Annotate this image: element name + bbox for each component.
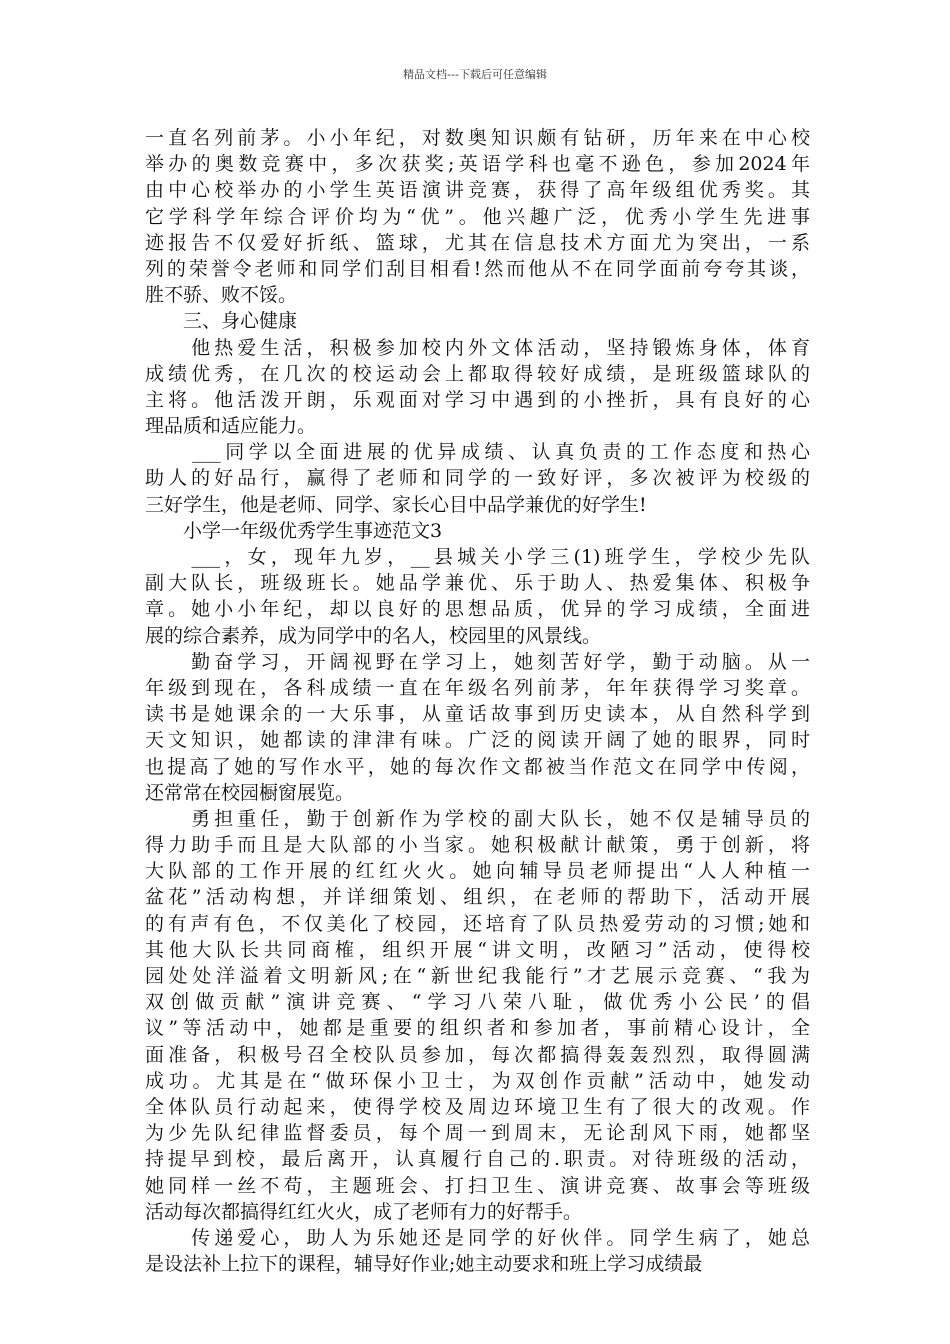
text-line: 双创做贡献”演讲竞赛、“学习八荣八耻，做优秀小公民’的倡: [145, 991, 810, 1014]
text-line: 得力助手而且是大队部的小当家。她积极献计献策，勇于创新，将: [145, 834, 810, 857]
text-line: 三好学生，他是老师、同学、家长心目中品学兼优的好学生!: [145, 493, 647, 516]
paragraph: [145, 335, 810, 440]
text-line: 由中心校举办的小学生英语演讲竞赛，获得了高年级组优秀奖。其: [145, 179, 810, 202]
text-line: 举办的奥数竞赛中，多次获奖;英语学科也毫不逊色，参加2024年: [145, 153, 810, 176]
text-line: 其他大队长共同商榷，组织开展“讲文明，改陋习”活动，使得校: [145, 938, 810, 961]
text-line: 副大队长，班级班长。她品学兼优、乐于助人、热爱集体、积极争: [145, 572, 810, 595]
text-line: 成绩优秀，在几次的校运动会上都取得较好成绩，是班级篮球队的: [145, 362, 810, 385]
text-line: 他热爱生活，积极参加校内外文体活动，坚持锻炼身体，体育: [145, 336, 810, 359]
text-line: 的有声有色，不仅美化了校园，还培育了队员热爱劳动的习惯;她和: [145, 912, 810, 935]
page-header: 精品文档---下载后可任意编辑: [403, 68, 547, 81]
text-line: 还常常在校园橱窗展览。: [145, 781, 355, 804]
text-line: ___，女，现年九岁，__县城关小学三(1)班学生，学校少先队: [145, 546, 810, 568]
text-line: 持提早到校，最后离开，认真履行自己的.职责。对待班级的活动，: [145, 1148, 810, 1171]
text-line: 胜不骄、败不馁。: [145, 284, 298, 307]
text-line: 勇担重任，勤于创新作为学校的副大队长，她不仅是辅导员的: [145, 807, 810, 830]
text-line: 也提高了她的写作水平，她的每次作文都被当作范文在同学中传阅，: [145, 755, 810, 778]
text-line: 展的综合素养，成为同学中的名人，校园里的风景线。: [145, 624, 602, 647]
text-line: 章。她小小年纪，却以良好的思想品质，优异的学习成绩，全面进: [145, 598, 810, 621]
document-body: [145, 125, 810, 1277]
text-line: 它学科学年综合评价均为“优”。他兴趣广泛，优秀小学生先进事: [145, 205, 810, 228]
text-line: 三、身心健康: [145, 310, 298, 333]
text-line: 全体队员行动起来，使得学校及周边环境卫生有了很大的改观。作: [145, 1095, 810, 1118]
paragraph: [145, 518, 810, 544]
paragraph: [145, 308, 810, 334]
paragraph: [145, 125, 810, 308]
text-line: 年级到现在，各科成绩一直在年级名列前茅，年年获得学习奖章。: [145, 676, 810, 699]
text-line: 小学一年级优秀学生事迹范文3: [145, 519, 443, 542]
text-line: 她同样一丝不苟，主题班会、打扫卫生、演讲竞赛、故事会等班级: [145, 1174, 810, 1197]
text-line: 盆花”活动构想，并详细策划、组织，在老师的帮助下，活动开展: [145, 886, 810, 909]
text-line: 读书是她课余的一大乐事，从童话故事到历史读本，从自然科学到: [145, 703, 810, 726]
text-line: 为少先队纪律监督委员，每个周一到周末，无论刮风下雨，她都坚: [145, 1122, 810, 1145]
text-line: 面准备，积极号召全校队员参加，每次都搞得轰轰烈烈，取得圆满: [145, 1043, 810, 1066]
text-line: 主将。他活泼开朗，乐观面对学习中遇到的小挫折，具有良好的心: [145, 388, 810, 411]
text-line: 迹报告不仅爱好折纸、篮球，尤其在信息技术方面尤为突出，一系: [145, 231, 810, 254]
paragraph: [145, 439, 810, 518]
text-line: 助人的好品行，赢得了老师和同学的一致好评，多次被评为校级的: [145, 467, 810, 490]
paragraph: [145, 806, 810, 1225]
paragraph: [145, 649, 810, 806]
text-line: 一直名列前茅。小小年纪，对数奥知识颇有钻研，历年来在中心校: [145, 127, 810, 149]
text-line: 成功。尤其是在“做环保小卫士，为双创作贡献”活动中，她发动: [145, 1069, 810, 1092]
text-line: 议”等活动中，她都是重要的组织者和参加者，事前精心设计，全: [145, 1017, 810, 1040]
text-line: 天文知识，她都读的津津有味。广泛的阅读开阔了她的眼界，同时: [145, 729, 810, 752]
text-line: 活动每次都搞得红红火火，成了老师有力的好帮手。: [145, 1200, 583, 1223]
text-line: 勤奋学习，开阔视野在学习上，她刻苦好学，勤于动脑。从一: [145, 650, 810, 673]
paragraph: [145, 1225, 810, 1277]
paragraph: [145, 544, 810, 649]
text-line: 园处处洋溢着文明新风;在“新世纪我能行”才艺展示竞赛、“我为: [145, 965, 810, 987]
text-line: 列的荣誉令老师和同学们刮目相看!然而他从不在同学面前夸夸其谈，: [145, 257, 810, 280]
text-line: 是设法补上拉下的课程，辅导好作业;她主动要求和班上学习成绩最: [145, 1253, 703, 1276]
text-line: 理品质和适应能力。: [145, 415, 317, 438]
text-line: ___同学以全面进展的优异成绩、认真负责的工作态度和热心: [145, 441, 810, 464]
text-line: 大队部的工作开展的红红火火。她向辅导员老师提出“人人种植一: [145, 860, 810, 883]
text-line: 传递爱心，助人为乐她还是同学的好伙伴。同学生病了，她总: [145, 1226, 810, 1249]
